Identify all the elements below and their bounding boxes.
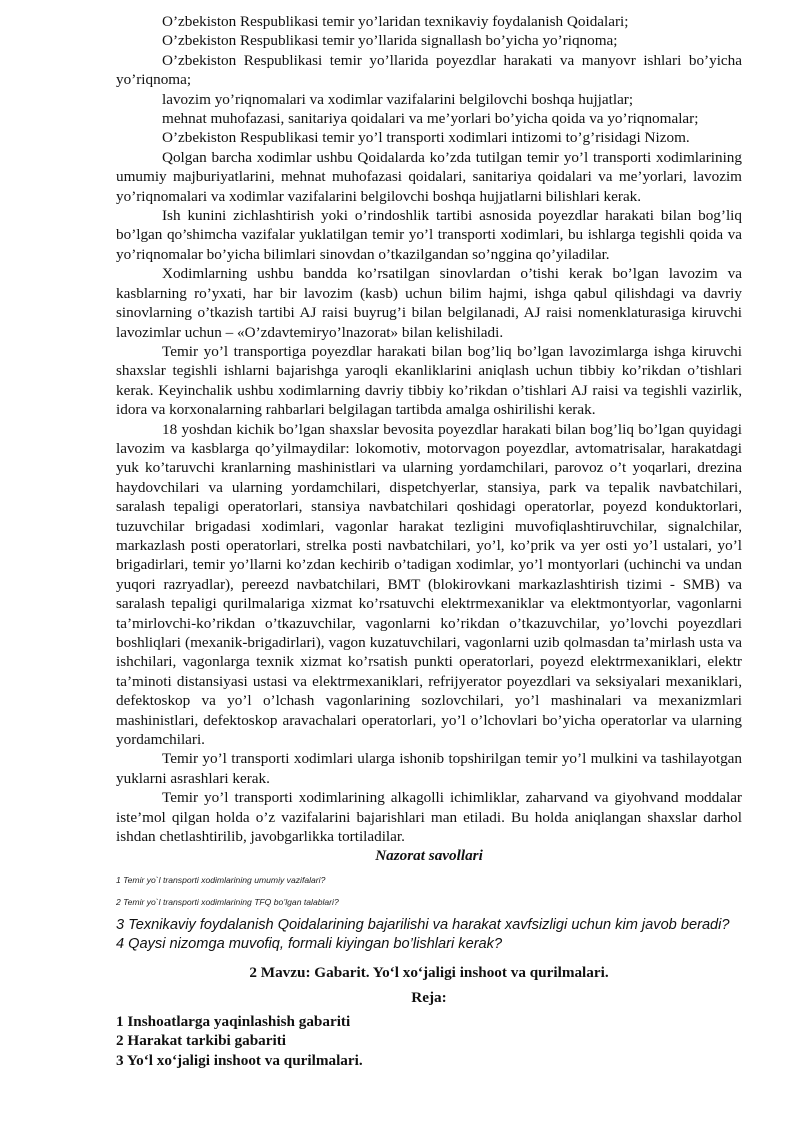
body-paragraph: Temir yo’l transporti xodimlari ularga ishonib topshirilgan temir yo’l mulkini va tashilayotgan yuklarni asrashlari kerak. [116, 750, 742, 787]
control-question: 2 Temir yo`l transporti xodimlarining TFQ bo’lgan talablari? [116, 896, 339, 907]
control-questions-heading: Nazorat savollari [375, 847, 483, 865]
plan-heading: Reja: [411, 989, 447, 1007]
plan-item: 3 Yo‘l xo‘jaligi inshoot va qurilmalari. [116, 1051, 363, 1069]
body-paragraph: Qolgan barcha xodimlar ushbu Qoidalarda ko’zda tutilgan temir yo’l transporti xodimlarining umumiy majburiyatlarini, mehnat muhofazasi qoidalari, sanitariya qoidalari va me’yorlari, lavozim yo’riqnomalari va xodimlar vazifalarini belgilovchi boshqa hujjatlarni bilishlari kerak. [116, 148, 742, 205]
topic-title: 2 Mavzu: Gabarit. Yo‘l xo‘jaligi inshoot va qurilmalari. [249, 963, 609, 981]
intro-list-item: O’zbekiston Respublikasi temir yo’laridan texnikaviy foydalanish Qoidalari; [162, 13, 629, 30]
body-paragraph: Xodimlarning ushbu bandda ko’rsatilgan sinovlardan o’tishi kerak bo’lgan lavozim va kasblarning ro’yxati, har bir lavozim (kasb) uchun bilim hajmi, ishga qabul qilishdagi va davriy sinovlarning o’tkazish tartibi AJ raisi buyrug’i bilan belgilanadi, AJ raisi nomenklaturasiga kiruvchi lavozimlar uchun – «O’zdavtemiryo’lnazorat» bilan kelishiladi. [116, 265, 742, 341]
body-paragraph: Temir yo’l transporti xodimlarining alkagolli ichimliklar, zaharvand va giyohvand moddalar iste’mol qilgan holda o’z vazifalarini bajarishlari man etiladi. Bu holda aniqlangan shaxslar darhol ishdan chetlashtirilib, javobgarlikka tortiladilar. [116, 789, 742, 846]
control-question: 1 Temir yo`l transporti xodimlarining umumiy vazifalari? [116, 874, 326, 885]
intro-list-item: lavozim yo’riqnomalari va xodimlar vazifalarini belgilovchi boshqa hujjatlar; [162, 90, 634, 108]
plan-item: 2 Harakat tarkibi gabariti [116, 1032, 287, 1050]
document-page [116, 12, 742, 1070]
body-paragraph: Temir yo’l transportiga poyezdlar harakati bilan bog’liq bo’lgan lavozimlarga ishga kiruvchi shaxslar tegishli ishlarni bajarishga yaroqli ekanliklarini aniqlash uchun tibbiy ko’rikdan o’tishlari kerak. Keyinchalik ushbu xodimlarning davriy tibbiy ko’rikdan o’tishlari AJ raisi va tegishli vazirlik, idora va korxonalarning rahbarlari belgilagan tartibda amalga oshirilishi kerak. [116, 342, 742, 419]
control-question: 3 Texnikaviy foydalanish Qoidalarining bajarilishi va harakat xavfsizligi uchun kim javob beradi? [116, 916, 730, 933]
intro-list-item: O’zbekiston Respublikasi temir yo’llarida poyezdlar harakati va manyovr ishlari bo’yicha yo’riqnoma; [116, 51, 742, 89]
intro-list-item: O’zbekiston Respublikasi temir yo’l transporti xodimlari intizomi to’g’risidagi Nizom. [162, 129, 690, 147]
body-paragraph: 18 yoshdan kichik bo’lgan shaxslar bevosita poyezdlar harakati bilan bog’liq bo’lgan quyidagi lavozim va kasblarga qo’yilmaydilar: lokomotiv, motorvagon poyezdlar, avtomatrisalar, harakatdagi yuk ko’taruvchi kranlarning mashinistlari va ularning yordamchilari, parovoz o’t yoqarlari, drezina haydovchilari va ularning yordamchilari, dispetchyerlar, stansiya, park va tepalik navbatchilari, saralash tepaligi operatorlari, stansiya navbatchilari qoshidagi operatorlar, poyezd konduktorlari, tuzuvchilar brigadasi xodimlari, vagonlar harakat tezligini muvofiqlashtiruvchilar, signalchilar, markazlash posti operatorlari, strelka posti navbatchilari, yo’l, ko’prik va yer osti yo’l ustalari, yo’l brigadirlari, temir yo’llarni ko’zdan kechirib o’tadigan xodimlar, yo’l montyorlari (uchinchi va undan yuqori razryadlar), pereezd navbatchilari, BMT (blokirovkani markazlashtirish tizimi - SMB) va saralash tepaligi qurilmalariga xizmat ko’rsatuvchi elektrmexaniklar va elektmontyorlar, vagonlarni ta’mirlovchi-ko’rikdan o’tkazuvchilar, vagonlarni ko’rikdan o’tkazuvchilar, yo’lovchi poyezdlari boshliqlari (mexanik-brigadirlari), vagon kuzatuvchilari, vagonlarni uzib qolmasdan ta’mirlash usta va ishchilari, vagonlarga texnik xizmat ko’rsatish punkti operatorlari, poyezd elektrmexaniklari, elektr ta’minoti distansiyasi ustasi va elektrmexaniklari, refrijyerator poyezdlari va seksiyalari mexaniklari, defektoskop va yo’l o’lchash vagonlarining sozlovchilari, yo’l mashinalari va mexanizmlari mashinistlari, defektoskop aravachalari operatorlari, yo’l o’lchovlari bo’yicha operatorlar va ularning yordamchilari. [116, 420, 742, 749]
control-question: 4 Qaysi nizomga muvofiq, formali kiyingan bo’lishlari kerak? [116, 935, 503, 952]
body-paragraph: Ish kunini zichlashtirish yoki o’rindoshlik tartibi asnosida poyezdlar harakati bilan bog’liq bo’lgan qo’shimcha vazifalar yuklatilgan temir yo’l transporti xodimlari, bu ishlarga tegishli qoida va yo’riqnomalar bo’yicha bilimlari sinovdan o’tkazilgandan so’nggina qo’yiladilar. [116, 207, 742, 263]
plan-item: 1 Inshoatlarga yaqinlashish gabariti [116, 1012, 351, 1030]
intro-list-item: O’zbekiston Respublikasi temir yo’llarida signallash bo’yicha yo’riqnoma; [162, 32, 618, 50]
intro-list-item: mehnat muhofazasi, sanitariya qoidalari va me’yorlari bo’yicha qoida va yo’riqnomalar; [162, 110, 699, 128]
